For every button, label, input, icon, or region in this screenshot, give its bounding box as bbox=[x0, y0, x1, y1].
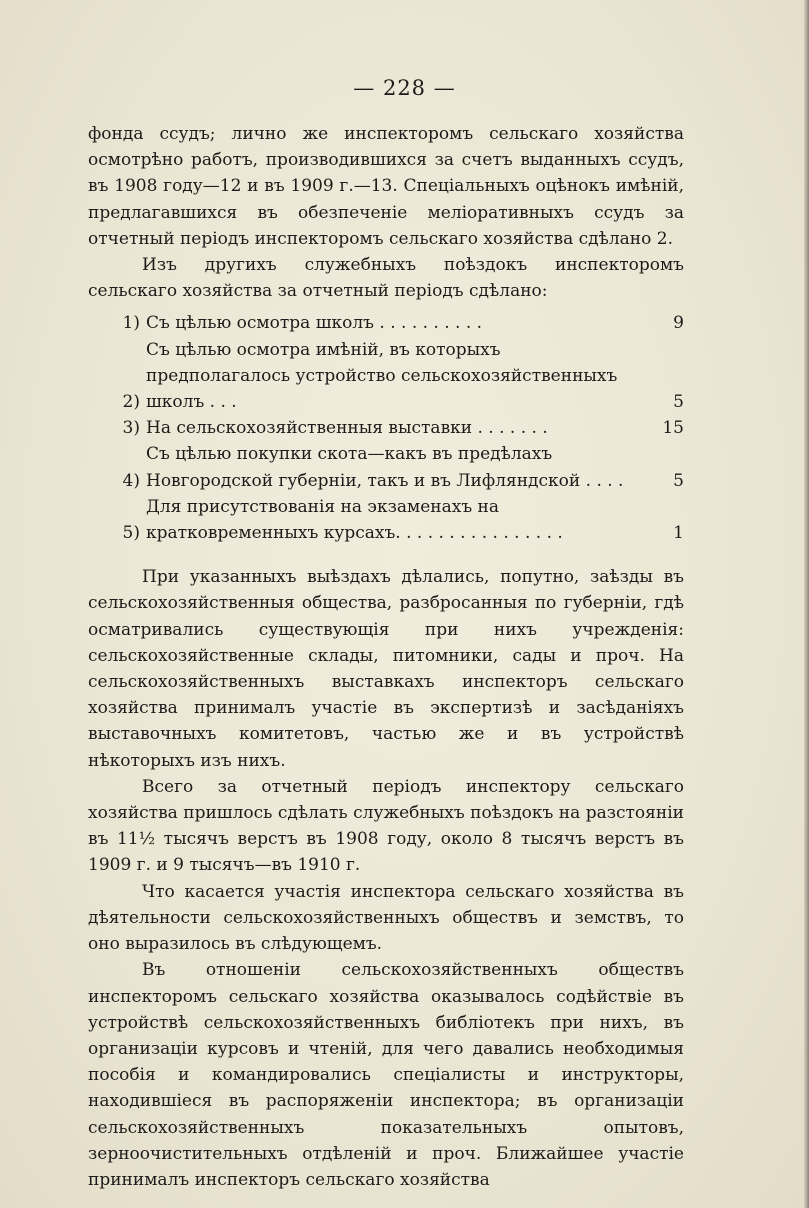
list-item-value: 9 bbox=[673, 313, 684, 334]
page-number: — 228 — bbox=[353, 76, 456, 100]
list-item-number: 5) bbox=[122, 523, 140, 544]
paragraph-2: Изъ другихъ служебныхъ поѣздокъ инспекторомъ сельскаго хозяйства за отчетный періодъ сдѣлано: bbox=[88, 255, 684, 302]
list-item-text: На сельскохозяйственныя выставки . . . . . . . bbox=[146, 418, 548, 439]
list-item bbox=[88, 494, 684, 546]
paragraph-6: Въ отношеніи сельскохозяйственныхъ обществъ инспекторомъ сельскаго хозяйства оказывалось содѣйствіе въ устройствѣ сельскохозяйственныхъ библіотекъ при нихъ, въ организаціи курсовъ и чтеній, для чего давались необходимыя пособія и командировались спеціалисты и инструкторы, находившіеся въ распоряженіи инспектора; въ организаціи сельскохозяйственныхъ показательныхъ опытовъ, зерноочистительныхъ отдѣленій и проч. Ближайшее участіе принималъ инспекторъ сельскаго хозяйства bbox=[88, 960, 684, 1190]
list-item-text: Съ цѣлью осмотра школъ . . . . . . . . . . bbox=[146, 313, 483, 334]
list-item-text: Съ цѣлью осмотра имѣній, въ которыхъ предполагалось устройство сельскохозяйственныхъ школъ . . . bbox=[146, 339, 618, 413]
list-item-value: 5 bbox=[673, 470, 684, 491]
list-item-text: Для присутствованія на экзаменахъ на кратковременныхъ курсахъ. . . . . . . . . . . . . . . . bbox=[146, 496, 563, 544]
list-item bbox=[88, 310, 684, 336]
paragraph-4: Всего за отчетный періодъ инспектору сельскаго хозяйства пришлось сдѣлать служебныхъ поѣздокъ на разстояніи въ 11½ тысячъ верстъ въ 1908 году, около 8 тысячъ верстъ въ 1909 г. и 9 тысячъ—въ 1910 г. bbox=[88, 776, 684, 876]
list-item-value: 15 bbox=[662, 418, 684, 439]
list-item-number: 3) bbox=[122, 418, 140, 439]
page-edge bbox=[804, 0, 809, 1208]
list-item-number: 2) bbox=[122, 392, 140, 413]
trip-list bbox=[88, 310, 684, 546]
list-item bbox=[88, 337, 684, 416]
paragraph-1: фонда ссудъ; лично же инспекторомъ сельскаго хозяйства осмотрѣно работъ, производившихся за счетъ выданныхъ ссудъ, въ 1908 году—12 и въ 1909 г.—13. Спеціальныхъ оцѣнокъ имѣній, предлагавшихся въ обезпеченіе меліоративныхъ ссудъ за отчетный періодъ инспекторомъ сельскаго хозяйства сдѣлано 2. bbox=[88, 124, 684, 249]
list-item-value: 1 bbox=[673, 523, 684, 544]
list-item-number: 1) bbox=[122, 313, 140, 334]
list-item bbox=[88, 415, 684, 441]
paragraph-3: При указанныхъ выѣздахъ дѣлались, попутно, заѣзды въ сельскохозяйственныя общества, разбросанныя по губерніи, гдѣ осматривались существующія при нихъ учрежденія: сельскохозяйственные склады, питомники, сады и проч. На сельскохозяйственныхъ выставкахъ инспекторъ сельскаго хозяйства принималъ участіе въ экспертизѣ и засѣданіяхъ выставочныхъ комитетовъ, частью же и въ устройствѣ нѣкоторыхъ изъ нихъ. bbox=[88, 567, 684, 771]
list-item bbox=[88, 441, 684, 493]
paragraph-5: Что касается участія инспектора сельскаго хозяйства въ дѣятельности сельскохозяйственныхъ обществъ и земствъ, то оно выразилось въ слѣдующемъ. bbox=[88, 881, 684, 955]
list-item-number: 4) bbox=[122, 470, 140, 491]
list-item-text: Съ цѣлью покупки скота—какъ въ предѣлахъ Новгородской губерніи, такъ и въ Лифляндской . . . . bbox=[146, 444, 624, 491]
list-item-value: 5 bbox=[673, 392, 684, 413]
body-text bbox=[88, 121, 684, 1193]
